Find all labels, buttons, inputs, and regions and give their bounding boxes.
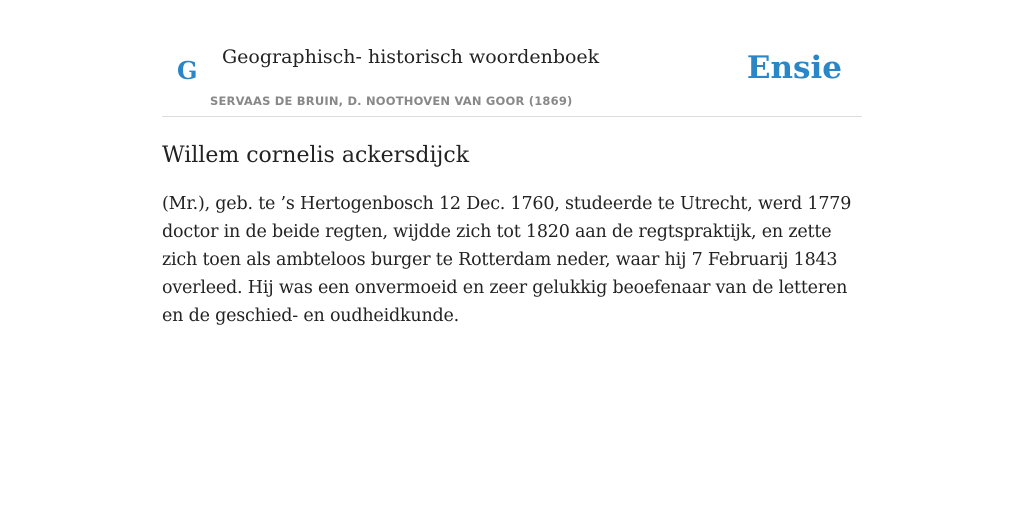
entry-title: Willem cornelis ackersdijck xyxy=(162,143,470,168)
brand-logo[interactable]: Ensie xyxy=(746,50,842,86)
book-logo-letter[interactable]: G xyxy=(177,56,198,85)
entry-body: (Mr.), geb. te ’s Hertogenbosch 12 Dec. 1760, studeerde te Utrecht, werd 1779 doctor in de beide regten, wijdde zich tot 1820 aan de regtspraktijk, en zette zich toen als ambteloos burger te Rotterdam neder, waar hij 7 Februarij 1843 overleed. Hij was een onvermoeid en zeer gelukkig beoefenaar van de letteren en de geschied- en oudheidkunde. xyxy=(162,194,852,326)
entry-header xyxy=(162,36,862,117)
entry-card xyxy=(162,36,862,330)
book-authors: SERVAAS DE BRUIN, D. NOOTHOVEN VAN GOOR (1869) xyxy=(210,94,573,108)
book-title[interactable]: Geographisch- historisch woordenboek xyxy=(222,46,600,68)
